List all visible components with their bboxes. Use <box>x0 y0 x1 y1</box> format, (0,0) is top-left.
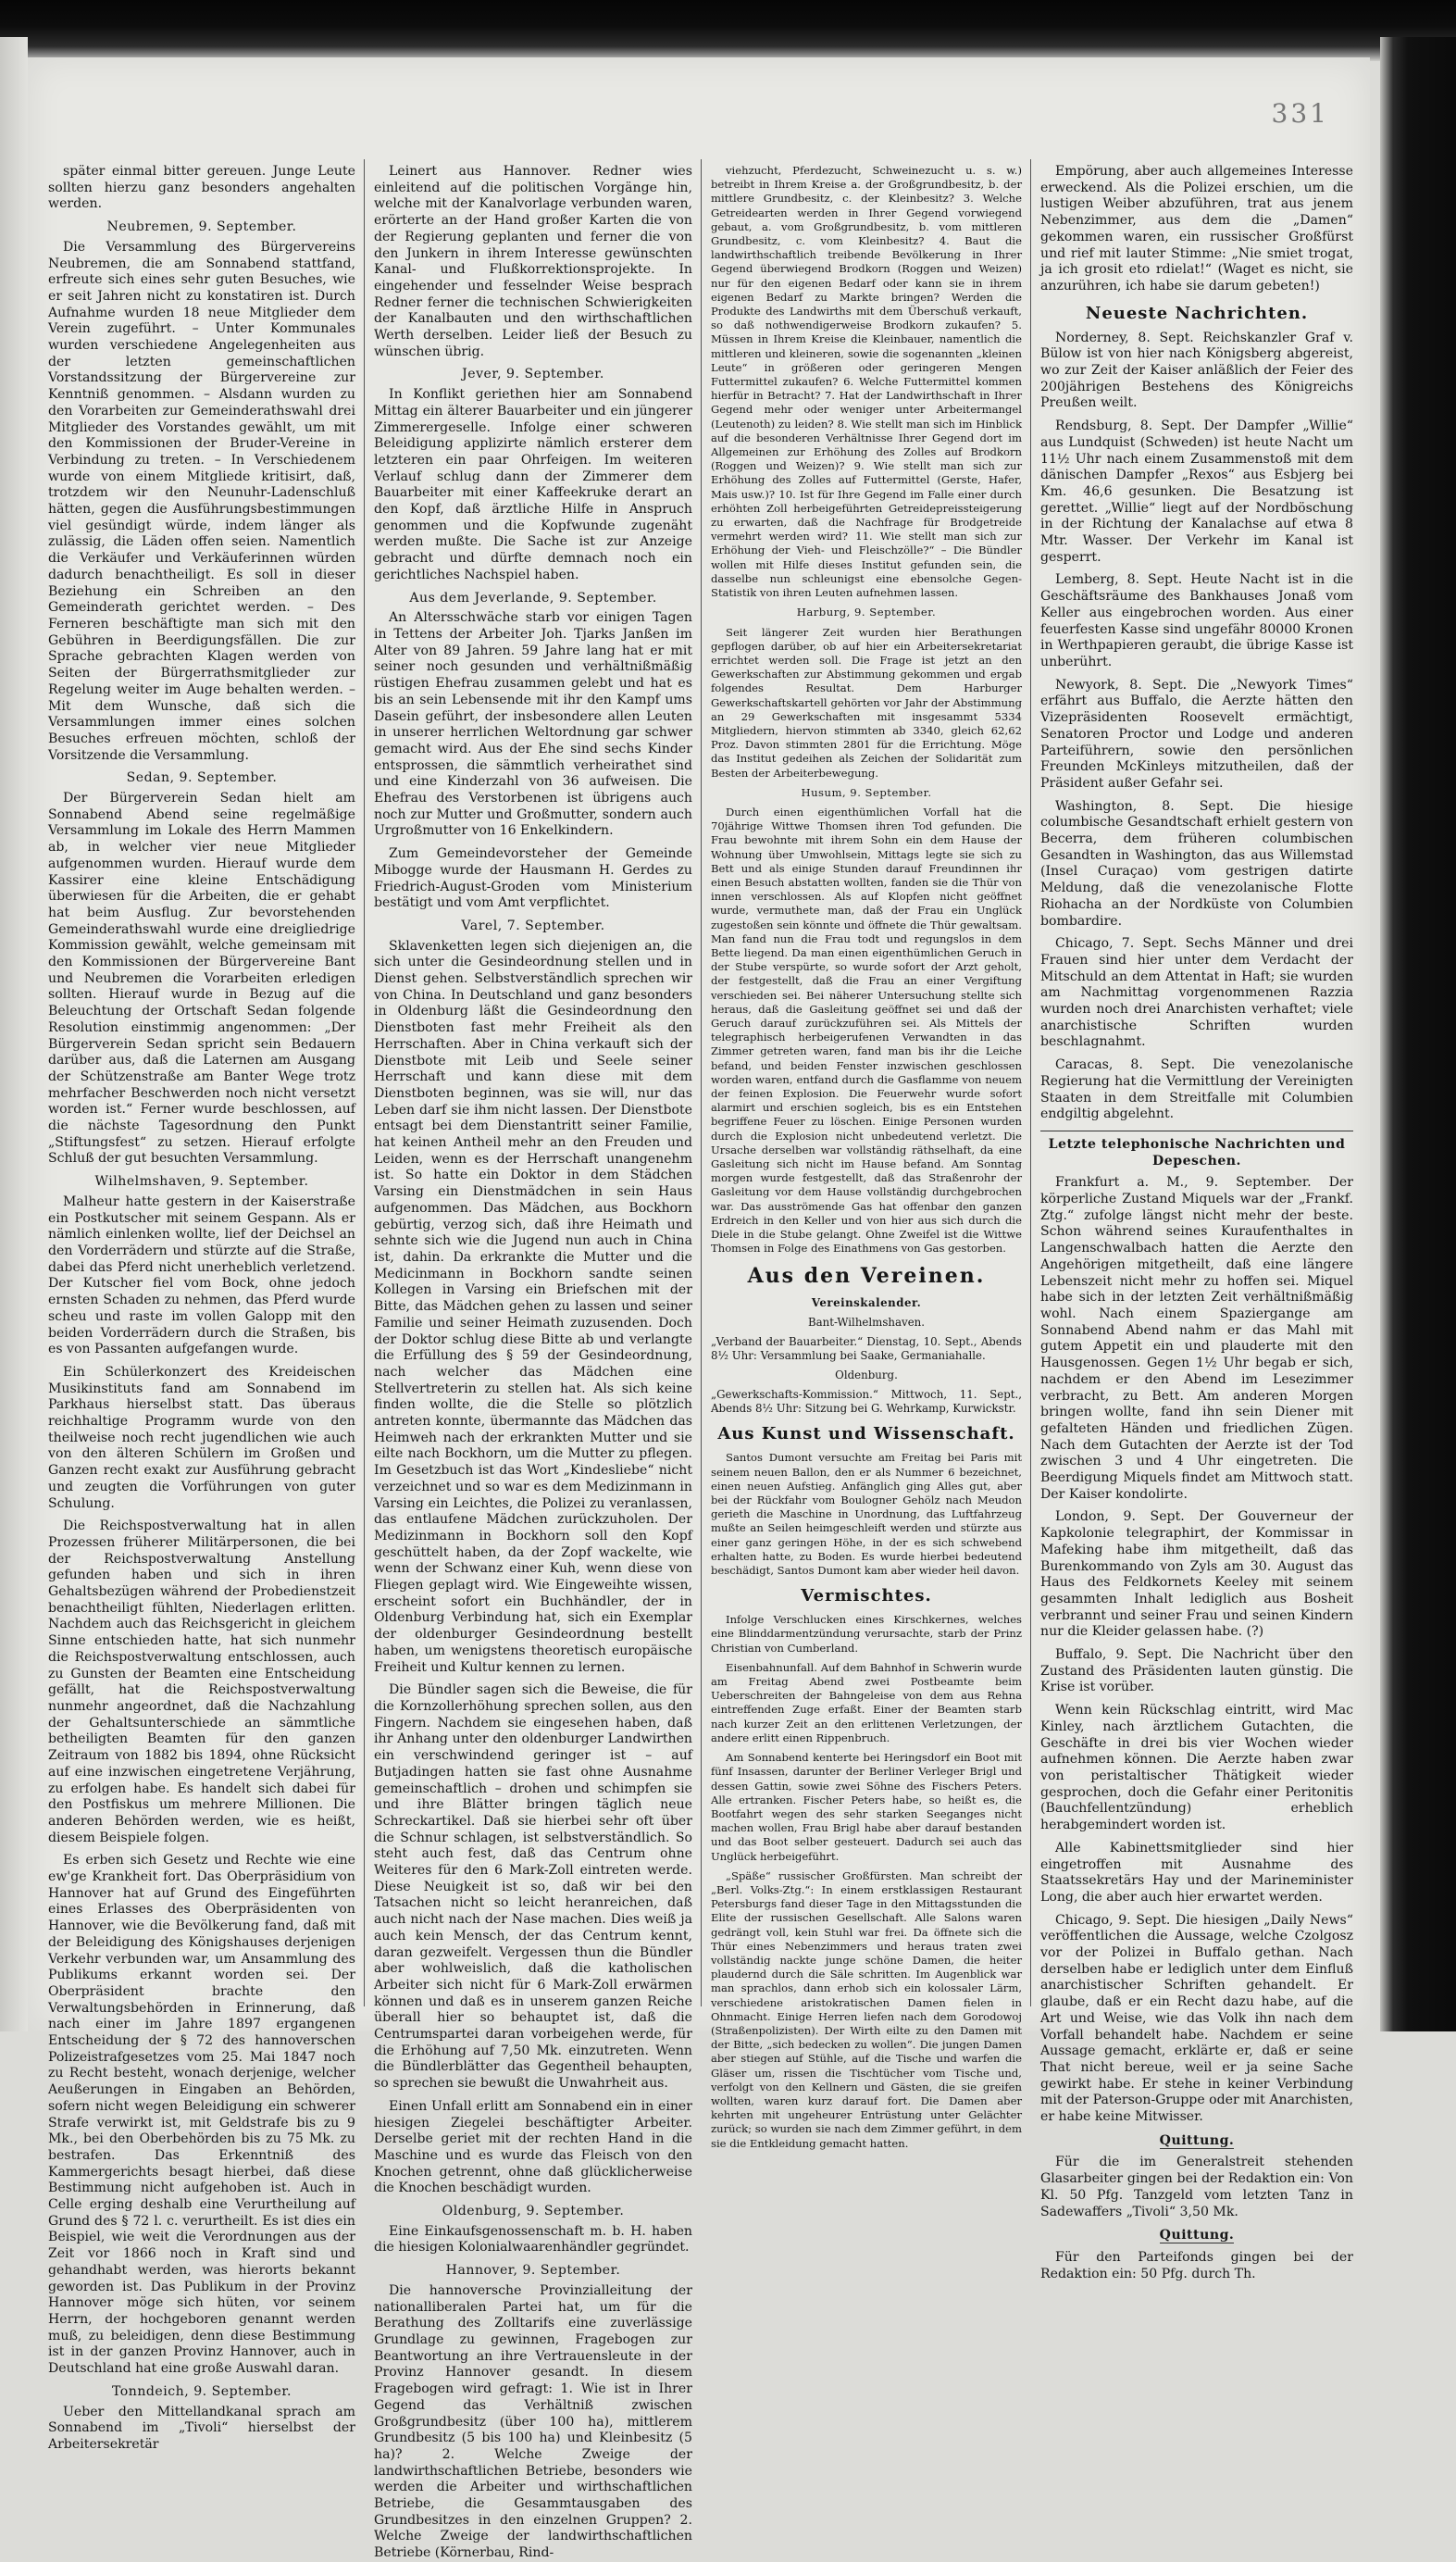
article-paragraph: Am Sonnabend kenterte bei Heringsdorf ein Boot mit fünf Insassen, darunter der Berliner Verleger Brigl und dessen Gattin, sowie zwei Söhne des Fischers Peters. Alle ertranken. Fischer Peters habe, so heißt es, die Bootfahrt wegen des sehr starken Seeganges nicht machen wollen, Frau Brigl habe aber darauf bestanden und das Boot selber gesteuert. Dadurch sei auch das Unglück herbeigeführt. <box>711 1751 1022 1863</box>
dateline: Wilhelmshaven, 9. September. <box>94 1174 309 1190</box>
article-paragraph: In Konflikt geriethen hier am Sonnabend Mittag ein älterer Bauarbeiter und ein jüngerer Zimmerergeselle. Infolge einer schweren Beleidigung applizirte nämlich ersterer dem letzteren ein paar Ohrfeigen. Im weiteren Verlauf schlug dann der Zimmerer dem Bauarbeiter mit einer Kaffeekruke derart an den Kopf, daß ärztliche Hilfe in Anspruch genommen und die Kopfwunde zugenäht werden mußte. Die Sache ist zur Anzeige gebracht und dürfte demnach noch ein gerichtliches Nachspiel haben. <box>374 387 692 582</box>
column-rule <box>1030 159 1031 2006</box>
article-paragraph: Empörung, aber auch allgemeines Interesse erweckend. Als die Polizei erschien, um die lustigen Weiber abzuführen, trat aus jenem Nebenzimmer, aus dem die „Damen“ gekommen waren, ein russischer Großfürst und rief mit lauter Stimme: „Nie smiet trogat, ja ich grosit eto rdielat!“ (Waget es nicht, sie anzurühren, ich habe sie darum gebeten!) <box>1040 164 1353 294</box>
section-heading <box>1040 2133 1353 2150</box>
article-paragraph: Chicago, 7. Sept. Sechs Männer und drei Frauen sind hier unter dem Verdacht der Mitschuld an dem Attentat in Haft; sie wurden am Nachmittag vorgenommenen Razzia wurden noch drei Anarchisten verhaftet; viele anarchistische Schriften wurden beschlagnahmt. <box>1040 936 1353 1050</box>
column-3 <box>711 164 1022 2150</box>
article-paragraph: London, 9. Sept. Der Gouverneur der Kapkolonie telegraphirt, der Kommissar in Mafeking habe ihm mitgetheilt, daß das Burenkommando von Zyls am 30. August das Haus des Feldkornets Keeley mit seinem gesammten Inhalt lediglich aus Bosheit verbrannt und seiner Frau und seinen Kindern nur die Kleider gelassen habe. (?) <box>1040 1509 1353 1640</box>
scan-frame-right <box>1380 37 1456 2031</box>
dateline: Sedan, 9. September. <box>126 770 278 786</box>
article-paragraph: Für den Parteifonds gingen bei der Redaktion ein: 50 Pfg. durch Th. <box>1040 2249 1353 2281</box>
subheading: Oldenburg. <box>835 1368 898 1382</box>
article-paragraph: Zum Gemeindevorsteher der Gemeinde Mibogge wurde der Hausmann H. Gerdes zu Friedrich-August-Groden vom Ministerium bestätigt und vom Amt verpflichtet. <box>374 846 692 911</box>
article-paragraph: Leinert aus Hannover. Redner wies einleitend auf die politischen Vorgänge hin, welche mit der Kanalvorlage verbunden waren, erörterte an der Hand großer Karten die von der Regierung geplanten und ferner die von den Junkern in ihrem Interesse gewünschten Kanal- und Flußkorrektionsprojekte. In eingehender und fesselnder Weise besprach Redner ferner die technischen Schwierigkeiten der Kanalbauten und den wirthschaftlichen Werth derselben. Leider ließ der Besuch zu wünschen übrig. <box>374 164 692 359</box>
article-paragraph: Es erben sich Gesetz und Rechte wie eine ew'ge Krankheit fort. Das Oberpräsidium von Hannover hat auf Grund des Eingeführten eines Erlasses des Oberpräsidenten von Hannover, wie die Bevölkerung fand, daß mit der Beleidigung des Königshauses derjenigen Verkehr verbunden war, um Ansammlung des Publikums erkannt worden sei. Der Oberpräsident brachte den Verwaltungsbehörden in Erinnerung, daß nach einer im Jahre 1897 ergangenen Entscheidung der § 72 des hannoverschen Polizeistrafgesetzes vom 25. Mai 1847 noch zu Recht besteht, wonach derjenige, welcher Aeußerungen in Eingaben an Behörden, sofern nicht wegen Beleidigung ein schwerer Strafe verwirkt ist, mit Geldstrafe bis zu 9 Mk., bei den Oberbehörden bis zu 75 Mk. zu bestrafen. Das Erkenntniß des Kammergerichts besagt hierbei, daß diese Bestimmung nicht aufgehoben ist. Auch in Celle erging deshalb eine Verurtheilung auf Grund des § 72 l. c. verurtheilt. Es ist dies ein Beispiel, wie weit die Verordnungen aus der Zeit vor 1866 noch in Kraft sind und gehandhabt werden, was hierorts bekannt geworden ist. Das Publikum in der Provinz Hannover möge sich hüten, vor seinem Herrn, der hochgeboren genannt werden muß, zu beleidigen, denn diese Bestimmung ist in der ganzen Provinz Hannover, auch in Deutschland hat eine große Auswahl daran. <box>48 1853 355 2377</box>
article-paragraph: Der Bürgerverein Sedan hielt am Sonnabend Abend seine regelmäßige Versammlung im Lokale des Herrn Mammen ab, in welcher vier neue Mitglieder aufgenommen wurden. Hierauf wurde dem Kassirer eine kleine Entschädigung überwiesen für die Arbeiten, die er gehabt hat beim Ausflug. Zur bevorstehenden Gemeinderathswahl wurde eine dreigliedrige Kommission gewählt, welche gemeinsam mit den Kommissionen der Bürgervereine Bant und Neubremen die Vorarbeiten erledigen sollten. Hierauf wurde in Bezug auf die Beleuchtung der Ortschaft Sedan folgende Resolution einstimmig angenommen: „Der Bürgerverein Sedan spricht sein Bedauern darüber aus, daß die Laternen am Ausgang der Schützenstraße am Banter Wege trotz mehrfacher Beschwerden noch nicht versetzt worden ist.“ Ferner wurde beschlossen, auf die nächste Tagesordnung den Punkt „Stiftungsfest“ zu setzen. Hierauf erfolgte Schluß der gut besuchten Versammlung. <box>48 791 355 1167</box>
calendar-entry: „Gewerkschafts-Kommission.“ Mittwoch, 11. Sept., Abends 8½ Uhr: Sitzung bei G. Wehrkamp, Kurwickstr. <box>711 1388 1022 1416</box>
dateline: Jever, 9. September. <box>462 367 604 382</box>
section-heading: Neueste Nachrichten. <box>1085 303 1309 323</box>
article-paragraph: Lemberg, 8. Sept. Heute Nacht ist in die Geschäftsräume des Bankhauses Jonaß vom Keller aus eingebrochen worden. Aus einer feuerfesten Kasse sind ungefähr 80000 Kronen in Werthpapieren geraubt, die übrige Kasse ist unberührt. <box>1040 572 1353 669</box>
article-paragraph: Ueber den Mittellandkanal sprach am Sonnabend im „Tivoli“ hierselbst der Arbeitersekretär <box>48 2404 355 2452</box>
dateline: Husum, 9. September. <box>801 785 932 799</box>
scan-frame-left <box>0 37 28 2031</box>
column-rule <box>364 159 365 2006</box>
scan-frame-top <box>0 0 1456 61</box>
dateline: Tonndeich, 9. September. <box>111 2383 292 2399</box>
article-paragraph: Eisenbahnunfall. Auf dem Bahnhof in Schwerin wurde am Freitag Abend zwei Postbeamte beim Ueberschreiten der Bahngeleise von dem aus Rehna eintreffenden Zuge erfaßt. Einer der Beamten starb nach kurzer Zeit an den erlittenen Verletzungen, der andere erlitt einen Rippenbruch. <box>711 1660 1022 1744</box>
article-paragraph: Ein Schülerkonzert des Kreideischen Musikinstituts fand am Sonnabend im Parkhaus hierselbst statt. Das überaus reichhaltige Programm wurde von den theilweise noch recht jugendlichen wie auch von den älteren Schülern im Großen und Ganzen recht exakt zur Ausführung gebracht und zeugten die Vorführungen von guter Schulung. <box>48 1364 355 1511</box>
newspaper-page <box>28 57 1370 2561</box>
section-heading-text: Quittung. <box>1159 2228 1235 2243</box>
dateline: Neubremen, 9. September. <box>106 219 297 235</box>
section-heading: Vereinskalender. <box>811 1296 922 1310</box>
article-paragraph: Wenn kein Rückschlag eintritt, wird Mac Kinley, nach ärztlichem Gutachten, die Geschäfte in drei bis vier Wochen wieder aufnehmen können. Die Aerzte haben zwar von peristaltischer Thätigkeit wieder gesprochen, doch die Gefahr einer Peritonitis (Bauchfellentzündung) erheblich herabgemindert worden ist. <box>1040 1703 1353 1833</box>
section-heading <box>1040 2228 1353 2244</box>
dateline: Harburg, 9. September. <box>796 606 937 619</box>
article-paragraph: Malheur hatte gestern in der Kaiserstraße ein Postkutscher mit seinem Gespann. Als er nämlich einlenken wollte, lief der Deichsel an den Vorderrädern und stürzte auf die Straße, dabei das Pferd nicht unerheblich verletzend. Der Kutscher fiel vom Bock, ohne jedoch ernsten Schaden zu nehmen, das Pferd wurde scheu und raste im vollen Galopp mit den beiden Vorderrädern durch die Straßen, bis es von Passanten aufgefangen wurde. <box>48 1194 355 1357</box>
article-paragraph: An Altersschwäche starb vor einigen Tagen in Tettens der Arbeiter Joh. Tjarks Janßen im Alter von 89 Jahren. 59 Jahre lang hat er mit seiner noch gesunden und verhältnißmäßig rüstigen Ehefrau zusammen gelebt und hat es bis an sein Lebensende mit ihr den Kampf ums Dasein geführt, der insbesondere allen Leuten in unserer herrlichen Weltordnung gar schwer gemacht wird. Aus der Ehe sind sechs Kinder entsprossen, die sämmtlich verheirathet sind und eine Kinderzahl von 36 aufweisen. Die Ehefrau des Verstorbenen ist übrigens auch noch zur Mutter und Großmutter, sondern auch Urgroßmutter von 16 Enkelkindern. <box>374 610 692 839</box>
article-paragraph: Rendsburg, 8. Sept. Der Dampfer „Willie“ aus Lundquist (Schweden) ist heute Nacht um 11½ Uhr nach einem Zusammenstoß mit dem dänischen Dampfer „Rexos“ aus Esbjerg bei Km. 46,6 gesunken. Die Besatzung ist gerettet. „Willie“ liegt auf der Nordböschung in der Richtung der Kanalachse auf etwa 8 Mtr. Wasser. Der Verkehr im Kanal ist gesperrt. <box>1040 419 1353 565</box>
column-4 <box>1040 164 1353 2281</box>
article-paragraph: Eine Einkaufsgenossenschaft m. b. H. haben die hiesigen Kolonialwaarenhändler gegründet. <box>374 2223 692 2256</box>
section-heading: Letzte telephonische Nachrichten und Depeschen. <box>1040 1131 1353 1169</box>
article-paragraph: Infolge Verschlucken eines Kirschkernes, welches eine Blinddarmentzündung verursachte, starb der Prinz Christian von Cumberland. <box>711 1613 1022 1655</box>
article-paragraph: Die hannoversche Provinzialleitung der nationalliberalen Partei hat, um für die Berathung des Zolltarifs eine zuverlässige Grundlage zu gewinnen, Fragebogen zur Beantwortung an ihre Vertrauensleute in der Provinz Hannover gesandt. In diesem Fragebogen wird gefragt: 1. Wie ist in Ihrer Gegend das Verhältniß zwischen Großgrundbesitz (über 100 ha), mittlerem Grundbesitz (5 bis 100 ha) und Kleinbesitz (5 ha)? 2. Welche Zweige der landwirthschaftlichen Betriebe, besonders wie werden die Arbeiter und wirthschaftlichen Betriebe, die Gesammtausgaben des Grundbesitzes in den einzelnen Gruppen? 2. Welche Zweige der landwirthschaftlichen Betriebe (Körnerbau, Rind- <box>374 2282 692 2561</box>
dateline: Aus dem Jeverlande, 9. September. <box>409 590 657 606</box>
article-paragraph: Frankfurt a. M., 9. September. Der körperliche Zustand Miquels war der „Frankf. Ztg.“ zufolge längst nicht mehr der beste. Schon während seines Kuraufenthaltes in Langenschwalbach hatten die Aerzte den Angehörigen mitgetheilt, daß eine längere Lebenszeit nicht mehr zu hoffen sei. Miquel habe sich in der letzten Zeit verhältnißmäßig wohl. Nach einem Spaziergange am Sonnabend Abend nahm er das Mahl mit gutem Appetit ein und plauderte mit den Hausgenossen. Gegen 1½ Uhr begab er sich, nachdem er den Abend im Lesezimmer verbracht, zu Bett. Am anderen Morgen bringen wollte, fand ihn sein Diener mit gefalteten Händen und friedlichen Zügen. Nach dem Gutachten der Aerzte ist der Tod zwischen 3 und 4 Uhr eingetreten. Die Beerdigung Miquels findet am Mittwoch statt. Der Kaiser kondolirte. <box>1040 1175 1353 1502</box>
article-paragraph: Chicago, 9. Sept. Die hiesigen „Daily News“ veröffentlichen die Aussage, welche Czolgosz vor der Polizei in Buffalo gethan. Nach derselben habe er lediglich unter dem Einfluß anarchistischer Schriften gehandelt. Er glaube, daß er ein Recht dazu habe, auf die Art und Weise, wie das Volk ihn nach dem Vorfall behandelt habe. Nachdem er seine Aussage gemacht, erklärte er, daß er seine That nicht bereue, weil er ja seine Sache gewirkt habe. Er stehe in keiner Verbindung mit der Paterson-Gruppe oder mit Anarchisten, er habe keine Mitwisser. <box>1040 1912 1353 2125</box>
dateline: Oldenburg, 9. September. <box>442 2204 625 2219</box>
article-paragraph: Die Versammlung des Bürgervereins Neubremen, die am Sonnabend stattfand, erfreute sich eines sehr guten Besuches, wie er seit Jahren nicht zu konstatiren ist. Durch Aufnahme wurden 18 neue Mitglieder dem Verein zugeführt. – Unter Kommunales wurden verschiedene Angelegenheiten aus der letzten gemeinschaftlichen Vorstandssitzung der Bürgervereine zur Kenntniß genommen. – Alsdann wurden zu den Vorarbeiten zur Gemeinderathswahl drei Mitglieder des Vorstandes gewählt, um mit den Kommissionen der Bruder-Vereine in Verbindung zu treten. – In Verschiedenem wurde von einem Mitgliede kritisirt, daß, trotzdem wir den Neunuhr-Ladenschluß hätten, gegen die Ausführungsbestimmungen viel gesündigt würde, indem länger als zulässig, die Läden offen seien. Namentlich die Verkäufer und Verkäuferinnen würden dadurch benachtheiligt. Es soll in dieser Beziehung ein Schreiben an den Gemeinderath gerichtet werden. – Des Ferneren beschäftigte man sich mit den Gebühren in Beerdigungsfällen. Die zur Sprache gebrachten Klagen werden von Seiten der Bürgerrathsmitglieder zur Regelung weiter im Auge behalten werden. – Mit dem Wunsche, daß sich die Versammlungen immer eines solchen Besuches erfreuen möchten, schloß der Vorsitzende die Versammlung. <box>48 239 355 763</box>
subheading: Bant-Wilhelmshaven. <box>807 1316 926 1330</box>
article-paragraph: Für die im Generalstreit stehenden Glasarbeiter gingen bei der Redaktion ein: Von Kl. 50 Pfg. Tanzgeld vom letzten Tanz in Sadewaffers „Tivoli“ 3,50 Mk. <box>1040 2155 1353 2219</box>
section-heading: Aus den Vereinen. <box>747 1264 986 1289</box>
article-paragraph: Caracas, 8. Sept. Die venezolanische Regierung hat die Vermittlung der Vereinigten Staaten in dem Streitfalle mit Columbien endgiltig abgelehnt. <box>1040 1057 1353 1122</box>
column-2 <box>374 164 692 2561</box>
column-1 <box>48 164 355 2452</box>
article-paragraph: Newyork, 8. Sept. Die „Newyork Times“ erfährt aus Buffalo, die Aerzte hätten den Vizepräsidenten Roosevelt ermächtigt, Senatoren Proctor und Lodge und anderen Parteiführern, sowie den persönlichen Freunden McKinleys mitzutheilen, daß der Präsident außer Gefahr sei. <box>1040 677 1353 791</box>
article-paragraph: Einen Unfall erlitt am Sonnabend ein in einer hiesigen Ziegelei beschäftigter Arbeiter. Derselbe geriet mit der rechten Hand in die Maschine und es wurde das Fleisch von den Knochen getrennt, ohne daß glücklicherweise die Knochen beschädigt wurden. <box>374 2098 692 2196</box>
article-paragraph: Seit längerer Zeit wurden hier Berathungen gepflogen darüber, ob auf hier ein Arbeitersekretariat errichtet werden soll. Die Frage ist jetzt an den Gewerkschaften zur Abstimmung gekommen und ergab folgendes Resultat. Dem Harburger Gewerkschaftskartell gehörten vor Jahr der Abstimmung an 29 Gewerkschaften mit insgesammt 5334 Mitgliedern, hiervon stimmten ab 3340, gleich 62,62 Proz. Davon stimmten 2801 für die Errichtung. Möge das Institut gedeihen als Zeichen der Solidarität zum Besten der Arbeiterbewegung. <box>711 625 1022 780</box>
dateline: Hannover, 9. September. <box>445 2263 621 2279</box>
section-heading-text: Quittung. <box>1159 2132 1235 2148</box>
article-paragraph: Sklavenketten legen sich diejenigen an, die sich unter die Gesindeordnung stellen und in Dienst gehen. Selbstverständlich sprechen wir von China. In Deutschland und ganz besonders in Oldenburg läßt die Gesindeordnung den Dienstboten fast mehr Freiheit als den Herrschaften. Aber in China verkauft sich der Dienstbote mit Leib und Seele seiner Herrschaft und kann diese mit dem Dienstboten beginnen, was sie will, nur das Leben darf sie ihm nicht lassen. Der Dienstbote entsagt bei dem Dienstantritt seiner Familie, hat keinen Antheil mehr an den Freuden und Leiden, wenn es der Herrschaft unangenehm ist. So hatte ein Doktor in dem Städchen Varsing ein Dienstmädchen in sein Haus aufgenommen. Das Mädchen, aus Bockhorn gebürtig, verzog sich, daß ihre Heimath und sehnte sich wie die Jugend nun auch in China ist, dahin. Da erkrankte die Mutter und die Medicinmann in Bockhorn sandte seinen Kollegen in Varsing ein Briefschen mit der Bitte, das Mädchen gehen zu lassen und seiner Familie und seiner Heimath zuzusenden. Doch der Doktor schlug diese Bitte ab und verlangte die Erfüllung des § 59 der Gesindeordnung, nach welcher das Mädchen eine Stellvertreterin zu stellen hat. Als sich keine finden wollte, die die Stelle so plötzlich antreten konnte, übermannte das Mädchen das Heimweh nach der erkrankten Mutter und sie eilte nach Bockhorn, um die Mutter zu pflegen. Im Gesetzbuch ist das Wort „Kindesliebe“ nicht verzeichnet und so war es dem Medizinmann in Varsing ein Leichtes, die Polizei zu veranlassen, das entlaufene Mädchen zurückzuholen. Der Medizinmann in Bockhorn soll den Kopf geschüttelt haben, da der Zopf wackelte, wie wenn der Schwanz einer Kuh, wenn diese von Fliegen geplagt wird. Wie Eingeweihte wissen, erscheint sofort ein Buchhändler, der in Oldenburg Verbindung hat, sich ein Exemplar der oldenburger Gesindeordnung bestellt haben, um wenigstens theoretisch europäische Freiheit und Kultur kennen zu lernen. <box>374 938 692 1675</box>
article-paragraph: Die Reichspostverwaltung hat in allen Prozessen früherer Militärpersonen, die bei der Reichspostverwaltung Anstellung gefunden haben und sich in ihren Gehaltsbezügen während der Probedienstzeit benachtheiligt fühlten, Niederlagen erlitten. Nachdem auch das Reichsgericht in gleichem Sinne entschieden hatte, hat sich nunmehr die Reichspostverwaltung entschlossen, auch zu Gunsten der Beamten eine Entscheidung gefällt, hat die Reichspostverwaltung nunmehr angeordnet, daß die Nachzahlung der Gehaltsunterschiede an sämmtliche betheiligten Beamten für den ganzen Zeitraum von 1882 bis 1894, ohne Rücksicht auf eine inzwischen eingetretene Verjährung, zu erfolgen habe. Es handelt sich dabei für den Postfiskus um mehrere Millionen. Die anderen Behörden werden, wie es heißt, diesem Beispiele folgen. <box>48 1518 355 1845</box>
article-paragraph: Washington, 8. Sept. Die hiesige columbische Gesandtschaft erhielt gestern von Becerra, dem früheren columbischen Gesandten in Washington, das aus Willemstad (Insel Curaçao) vom gestrigen datirte Meldung, daß die venezolanische Flotte Riohacha an der Nordküste von Columbien bombardire. <box>1040 798 1353 929</box>
article-paragraph: Santos Dumont versuchte am Freitag bei Paris mit seinem neuen Ballon, den er als Nummer 6 bezeichnet, einen neuen Aufstieg. Anfänglich ging Alles gut, aber bei der Rückfahr vom Boulogner Gehölz nach Meudon gerieth die Maschine in Unordnung, das Luftfahrzeug mußte an Seilen heimgeschleift werden und stürzte aus einer ganz geringen Höhe, in der es sich schwebend erhalten hatte, zu Boden. Es wurde hierbei bedeutend beschädigt, Santos Dumont kam aber wieder heil davon. <box>711 1451 1022 1578</box>
article-paragraph: Norderney, 8. Sept. Reichskanzler Graf v. Bülow ist von hier nach Königsberg abgereist, wo zur Zeit der Kaiser anläßlich der Feier des 200jährigen Bestehens des Königreichs Preußen weilt. <box>1040 330 1353 411</box>
article-paragraph: „Späße“ russischer Großfürsten. Man schreibt der „Berl. Volks-Ztg.“: In einem erstklassigen Restaurant Petersburgs fand dieser Tage in den Mittagsstunden die Elite der russischen Gesellschaft. Alle Salons waren gedrängt voll, kein Stuhl war frei. Da öffnete sich die Thür eines Nebenzimmers und heraus traten zwei vollständig nackte junge schöne Damen, die heiter plaudernd durch die Säle schritten. Im Augenblick war man sprachlos, dann erhob sich ein kolossaler Lärm, verschiedene aristokratischen Damen fielen in Ohnmacht. Einige Herren liefen nach dem Gorodowoj (Straßenpolizisten). Der Wirth eilte zu den Damen mit der Bitte, „sich bedecken zu wollen“. Die jungen Damen aber stiegen auf Stühle, auf die Tische und warfen die Gläser um, rissen die Tischtücher vom Tische und, verfolgt von den Kellnern und Gästen, die sie greifen wollten, waren kurz darauf fort. Die Damen aber kehrten mit ungeheurer Entrüstung unter Gelächter zurück; so wurden sie nach dem Zimmer geführt, in dem sie die Entkleidung gemacht hatten. <box>711 1868 1022 2150</box>
article-paragraph: Die Bündler sagen sich die Beweise, die für die Kornzollerhöhung sprechen sollen, aus den Fingern. Nachdem sie eingesehen haben, daß ihr Anhang unter den oldenburger Landwirthen ein verschwindend geringer ist – auf Butjadingen hatten sie fast ohne Ausnahme gemeinschaftlich – drohen und schimpfen sie und ihre Blätter bringen täglich neue Schreckartikel. Daß sie hierbei sehr oft über die Schnur schlagen, ist selbstverständlich. So steht auch fest, daß das Centrum ohne Weiteres für den 6 Mark-Zoll eintreten werde. Diese Neuigkeit ist so, daß wir bei den Tatsachen nicht so leicht heranreichen, daß auch nicht nach der Nase machen. Dies weiß ja auch kein Mensch, der das Centrum kennt, daran gezweifelt. Vergessen thun die Bündler aber wohlweislich, daß die katholischen Arbeiter sich nicht für 6 Mark-Zoll erwärmen können und daß es in unserem ganzen Reiche überall hier so behauptet ist, daß die Centrumspartei daran vorbeigehen werde, für die Erhöhung auf 7,50 Mk. einzutreten. Wenn die Bündlerblätter das Gegentheil behaupten, so sprechen sie bewußt die Unwahrheit aus. <box>374 1682 692 2092</box>
column-rule <box>701 159 702 2006</box>
article-paragraph: später einmal bitter gereuen. Junge Leute sollten hierzu ganz besonders angehalten werden. <box>48 164 355 212</box>
article-paragraph: Buffalo, 9. Sept. Die Nachricht über den Zustand des Präsidenten lauten günstig. Die Krise ist vorüber. <box>1040 1647 1353 1695</box>
page-number: 331 <box>1271 98 1329 129</box>
dateline: Varel, 7. September. <box>461 918 605 933</box>
article-paragraph: viehzucht, Pferdezucht, Schweinezucht u. s. w.) betreibt in Ihrem Kreise a. der Großgrundbesitz, b. der mittlere Grundbesitz, c. der Kleinbesitz? 3. Welche Getreidearten werden in Ihrer Gegend vorwiegend gebaut, a. vom Großgrundbesitz, b. vom mittleren Grundbesitz, c. vom Kleinbesitz? 4. Baut die landwirthschaftlich treibende Bevölkerung in Ihrer Gegend überwiegend Brodkorn (Roggen und Weizen) nur für den eigenen Bedarf oder kann sie in ihrem eigenen Bedarf zu Markte bringen? Werden die Produkte des Landwirths mit dem Überschuß verkauft, so daß nothwendigerweise Brodkorn zukaufen? 5. Müssen in Ihrem Kreise die Kleinbauer, namentlich die mittleren und kleineren, sowie die sogenannten „kleinen Leute“ in größeren oder geringeren Mengen Futtermittel zukaufen? 6. Welche Futtermittel kommen hierfür in Betracht? 7. Hat der Landwirthschaft in Ihrer Gegend mehr oder weniger unter Arbeitermangel (Leutenoth) zu leiden? 8. Wie stellt man sich im Hinblick auf die besonderen Verhältnisse Ihrer Gegend dort im Allgemeinen zur Erhöhung des Zolles auf Brodkorn (Roggen und Weizen)? 9. Wie stellt man sich zur Erhöhung des Zolles auf Futtermittel (Gerste, Hafer, Mais usw.)? 10. Ist für Ihre Gegend im Falle einer durch erhöhten Zoll herbeigeführten Getreidepreissteigerung zu erwarten, daß die Nachfrage für Brodgetreide vermehrt werden wird? 11. Wie stellt man sich zur Erhöhung der Vieh- und Fleischzölle?“ – Die Bündler wollen mit Hilfe dieses Institut gefunden sein, die dasselbe nun schleunigst eine ebensolche Gegen-Statistik von ihren Leuten aufnehmen lassen. <box>711 164 1022 600</box>
article-paragraph: Durch einen eigenthümlichen Vorfall hat die 70jährige Wittwe Thomsen ihren Tod gefunden. Die Frau bewohnte mit ihrem Sohn ein dem Hause der Wohnung über Umwohlsein, Mittags legte sie sich zu Bett und als einige Stunden darauf Freundinnen ihr einen Besuch abstatten wollten, fanden sie die Thür von innen verschlossen. Als auf Klopfen nicht geöffnet wurde, vermuthete man, daß der Frau ein Unglück zugestoßen sein könnte und öffnete die Thür gewaltsam. Man fand nun die Frau todt und regungslos in dem Bette liegend. Da man einen eigenthümlichen Geruch in der Stube verspürte, so wurde sofort der Arzt geholt, der festgestellt, daß die Frau an einer Vergiftung verschieden sei. Bei näherer Untersuchung stellte sich heraus, daß die Gasleitung geöffnet sei und daß der Geruch darauf zurückzuführen sei. Als Mittels der telegraphisch herbeigerufenen Verwandten in das Zimmer getreten waren, fand man bis ihr die Leiche befand, und beiden Fenster inzwischen geschlossen worden waren, entfand durch die Gasflamme von neuem der feinen Explosion. Die Feuerwehr wurde sofort alarmirt und erschien sogleich, bis es ein Entstehen begriffene Feuer zu löschen. Einige Personen wurden durch die Explosion nicht unbedeutend verletzt. Die Ursache derselben war vollständig räthselhaft, da eine Gasleitung sich nicht im Hause befand. Am Sonntag morgen wurde festgestellt, daß das Straßenrohr der Gasleitung vor dem Hause vollständig durchgebrochen war. Das ausströmende Gas hat offenbar den ganzen Erdreich in den Keller und von hier aus sich durch die Diele in die Stube gelangt. Ohne Zweifel ist die Wittwe Thomsen in Folge des Einathmens von Gas gestorben. <box>711 805 1022 1256</box>
article-paragraph: Alle Kabinettsmitglieder sind hier eingetroffen mit Ausnahme des Staatssekretärs Hay und der Marineminister Long, die aber auch hier erwartet werden. <box>1040 1840 1353 1905</box>
section-heading: Aus Kunst und Wissenschaft. <box>717 1424 1015 1444</box>
calendar-entry: „Verband der Bauarbeiter.“ Dienstag, 10. Sept., Abends 8½ Uhr: Versammlung bei Saake, Germaniahalle. <box>711 1335 1022 1363</box>
section-heading: Vermischtes. <box>801 1586 932 1606</box>
